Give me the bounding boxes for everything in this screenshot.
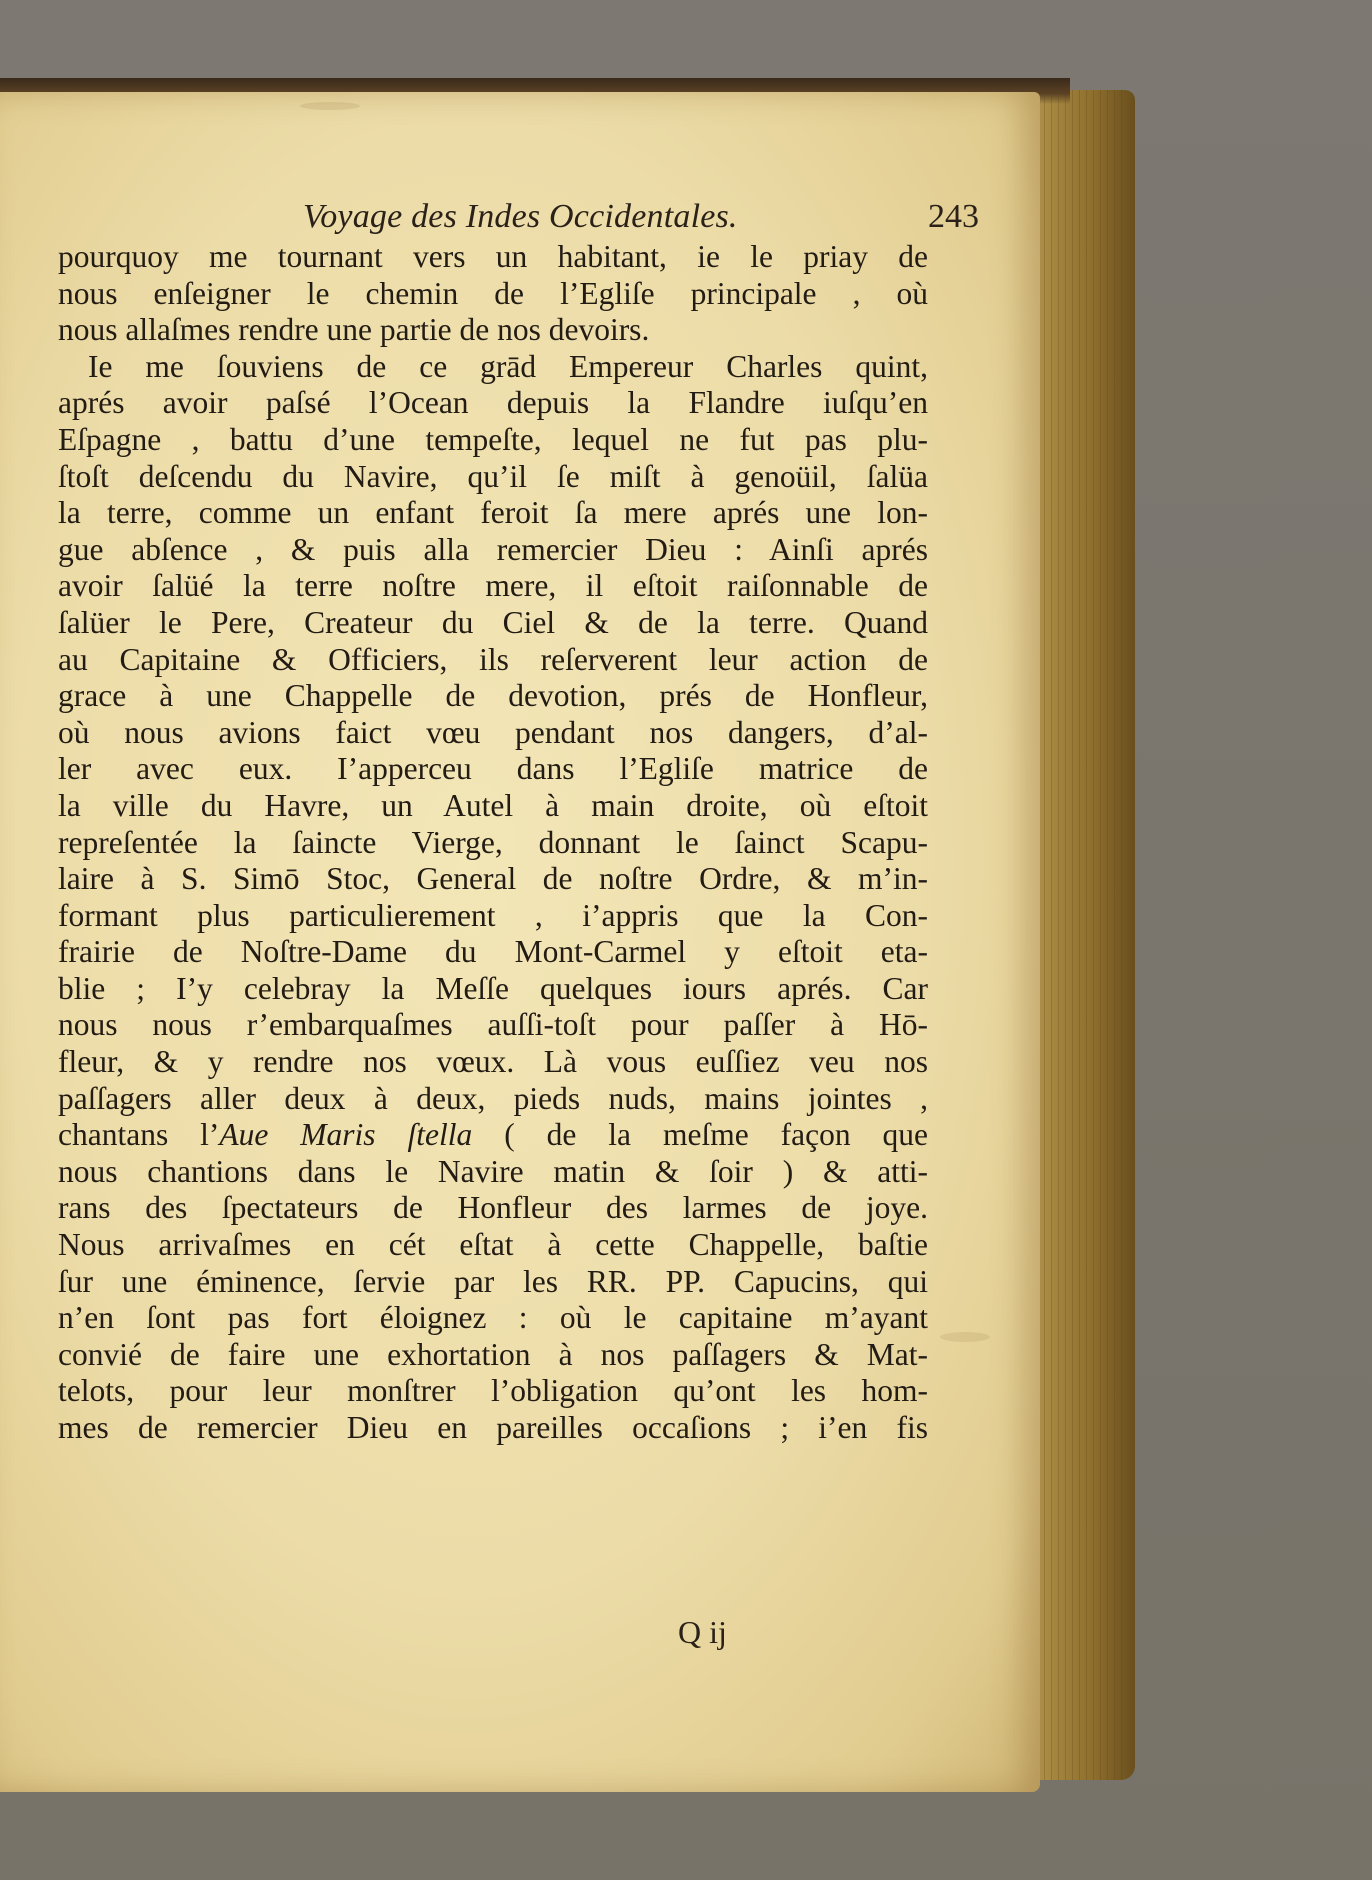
text-line: ſtoſt deſcendu du Navire, qu’il ſe miſt à genoüil, ſalüa [58,458,928,494]
text-line: nous chantions dans le Navire matin & ſoir ) & atti- [58,1153,928,1189]
text-line: gue abſence , & puis alla remercier Dieu : Ainſi aprés [58,531,928,567]
text-line: paſſagers aller deux à deux, pieds nuds, mains jointes , [58,1080,928,1116]
paper-stain [300,102,360,110]
text-line: telots, pour leur monſtrer l’obligation qu’ont les hom- [58,1373,928,1409]
text-line: nous allaſmes rendre une partie de nos devoirs. [58,312,650,348]
text-line: mes de remercier Dieu en pareilles occaſions ; i’en fis [58,1410,928,1445]
text-line: nous nous r’embarquaſmes auſſi-toſt pour paſſer à Hō- [58,1007,928,1043]
text-line-with-italic [58,1117,928,1154]
running-head [303,195,993,239]
text-line: où nous avions faict vœu pendant nos dangers, d’al- [58,714,928,750]
italic-phrase: Aue Maris ſtella [219,1117,473,1153]
text-line: nous enſeigner le chemin de l’Egliſe principale , où [58,275,928,311]
text-line: Nous arrivaſmes en cét eſtat à cette Chappelle, baſtie [58,1227,928,1263]
text-line: laire à S. Simō Stoc, General de noſtre Ordre, & m’in- [58,861,928,897]
text-line: avoir ſalüé la terre noſtre mere, il eſtoit raiſonnable de [58,568,928,604]
text-line: convié de faire une exhortation à nos paſſagers & Mat- [58,1336,928,1372]
book-page [0,92,1040,1792]
text-line: ler avec eux. I’apperceu dans l’Egliſe matrice de [58,751,928,787]
text-line: rans des ſpectateurs de Honfleur des larmes de joye. [58,1190,928,1226]
text-line: Eſpagne , battu d’une tempeſte, lequel ne fut pas plu- [58,421,928,457]
signature-mark: Q ij [678,1614,727,1650]
text-line: la terre, comme un enfant feroit ſa mere aprés une lon- [58,495,928,531]
text-line: ſur une éminence, ſervie par les RR. PP. Capucins, qui [58,1263,928,1299]
paper-stain [940,1332,990,1342]
text-fragment: chantans l’ [58,1117,220,1153]
text-line: pourquoy me tournant vers un habitant, ie le priay de [58,239,928,274]
text-line: repreſentée la ſaincte Vierge, donnant le ſainct Scapu- [58,824,928,860]
text-line: aprés avoir paſsé l’Ocean depuis la Flandre iuſqu’en [58,385,928,421]
text-line: n’en ſont pas fort éloignez : où le capitaine m’ayant [58,1300,928,1336]
text-line: frairie de Noſtre-Dame du Mont-Carmel y eſtoit eta- [58,934,928,970]
text-line: Ie me ſouviens de ce grād Empereur Charles quint, [88,348,928,384]
text-line: formant plus particulierement , i’appris que la Con- [58,897,928,933]
body-text [58,239,928,1447]
text-line: au Capitaine & Officiers, ils reſerverent leur action de [58,641,928,677]
text-line: ſalüer le Pere, Createur du Ciel & de la terre. Quand [58,604,928,640]
text-fragment: ( de la meſme façon que [472,1117,928,1153]
text-line: la ville du Havre, un Autel à main droite, où eſtoit [58,787,928,823]
text-line: blie ; I’y celebray la Meſſe quelques iours aprés. Car [58,970,928,1006]
text-line: grace à une Chappelle de devotion, prés de Honfleur, [58,678,928,714]
text-line: fleur, & y rendre nos vœux. Là vous euſſiez veu nos [58,1044,928,1080]
page-number: 243 [928,198,979,235]
running-title: Voyage des Indes Occidentales. [303,198,738,235]
